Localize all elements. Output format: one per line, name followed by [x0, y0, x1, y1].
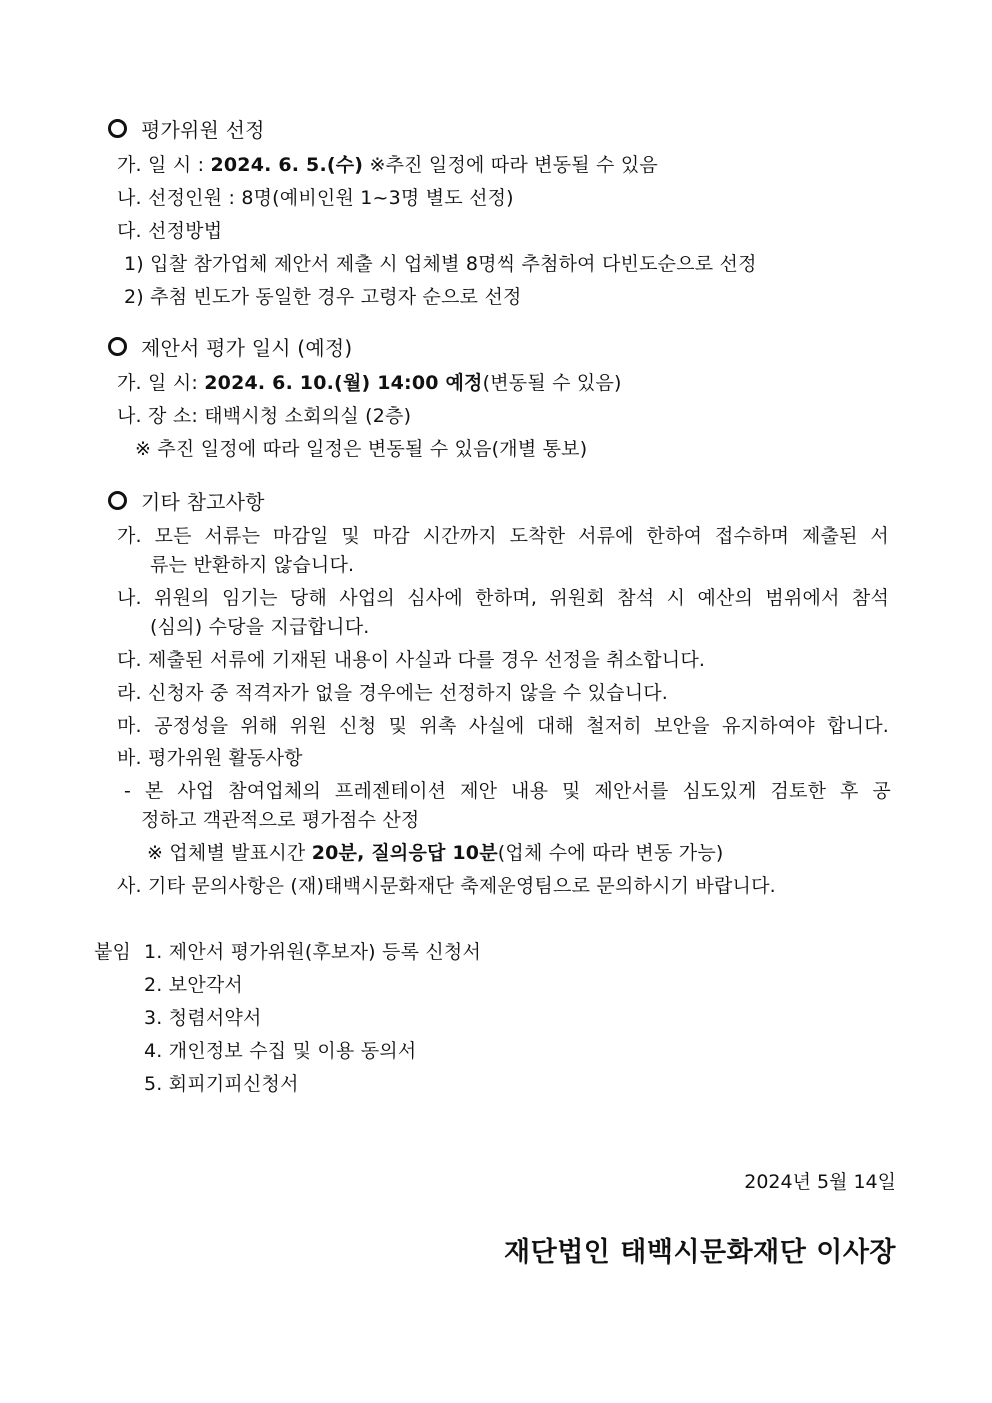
- evaluation-note: ※ 추진 일정에 따라 일정은 변동될 수 있음(개별 통보): [135, 438, 588, 460]
- section-heading-evaluator-selection: 평가위원 선정: [108, 118, 265, 142]
- activity-dash-line-2: 정하고 객관적으로 평가점수 산정: [141, 809, 420, 831]
- issuer-signature: 재단법인 태백시문화재단 이사장: [504, 1237, 896, 1268]
- document-date: 2024년 5월 14일: [744, 1171, 896, 1193]
- note-ra-line: 라. 신청자 중 적격자가 없을 경우에는 선정하지 않을 수 있습니다.: [117, 682, 669, 704]
- note-ga-line-2: 류는 반환하지 않습니다.: [150, 554, 355, 576]
- selection-method-line: 다. 선정방법: [117, 220, 223, 242]
- attachment-item-3: 3. 청렴서약서: [144, 1007, 262, 1029]
- section-heading-proposal-evaluation: 제안서 평가 일시 (예정): [108, 336, 352, 360]
- note-ma-line: 마. 공정성을 위해 위원 신청 및 위촉 사실에 대해 철저히 보안을 유지하여야 합니다.: [117, 715, 889, 737]
- section-heading-other-notes: 기타 참고사항: [108, 490, 265, 514]
- presentation-time-note: ※ 업체별 발표시간 20분, 질의응답 10분(업체 수에 따라 변동 가능): [147, 842, 724, 864]
- circle-bullet-icon: [108, 119, 127, 138]
- selection-method-item-1: 1) 입찰 참가업체 제안서 제출 시 업체별 8명씩 추첨하여 다빈도순으로 선정: [124, 253, 757, 275]
- attachment-item-4: 4. 개인정보 수집 및 이용 동의서: [144, 1040, 417, 1062]
- activity-dash-line-1: - 본 사업 참여업체의 프레젠테이션 제안 내용 및 제안서를 심도있게 검토한 후 공: [124, 780, 891, 802]
- selection-date-line: 가. 일 시 : 2024. 6. 5.(수) ※추진 일정에 따라 변동될 수 있음: [117, 154, 658, 176]
- attachment-item-5: 5. 회피기피신청서: [144, 1073, 299, 1095]
- note-na-line-2: (심의) 수당을 지급합니다.: [150, 616, 370, 638]
- note-ba-line: 바. 평가위원 활동사항: [117, 747, 303, 769]
- circle-bullet-icon: [108, 491, 127, 510]
- selection-count-line: 나. 선정인원 : 8명(예비인원 1~3명 별도 선정): [117, 187, 514, 209]
- evaluation-place-line: 나. 장 소: 태백시청 소회의실 (2층): [117, 405, 412, 427]
- note-da-line: 다. 제출된 서류에 기재된 내용이 사실과 다를 경우 선정을 취소합니다.: [117, 649, 706, 671]
- attachment-item-1: 1. 제안서 평가위원(후보자) 등록 신청서: [144, 941, 482, 963]
- selection-method-item-2: 2) 추첨 빈도가 동일한 경우 고령자 순으로 선정: [124, 286, 522, 308]
- note-na-line-1: 나. 위원의 임기는 당해 사업의 심사에 한하며, 위원회 참석 시 예산의 범위에서 참석: [117, 587, 889, 609]
- attachment-item-2: 2. 보안각서: [144, 974, 243, 996]
- note-ga-line-1: 가. 모든 서류는 마감일 및 마감 시간까지 도착한 서류에 한하여 접수하며 제출된 서: [117, 525, 889, 547]
- circle-bullet-icon: [108, 337, 127, 356]
- note-sa-line: 사. 기타 문의사항은 (재)태백시문화재단 축제운영팀으로 문의하시기 바랍니다.: [117, 875, 776, 897]
- evaluation-date-line: 가. 일 시: 2024. 6. 10.(월) 14:00 예정(변동될 수 있음): [117, 372, 622, 394]
- attachment-label: 붙임: [94, 941, 132, 963]
